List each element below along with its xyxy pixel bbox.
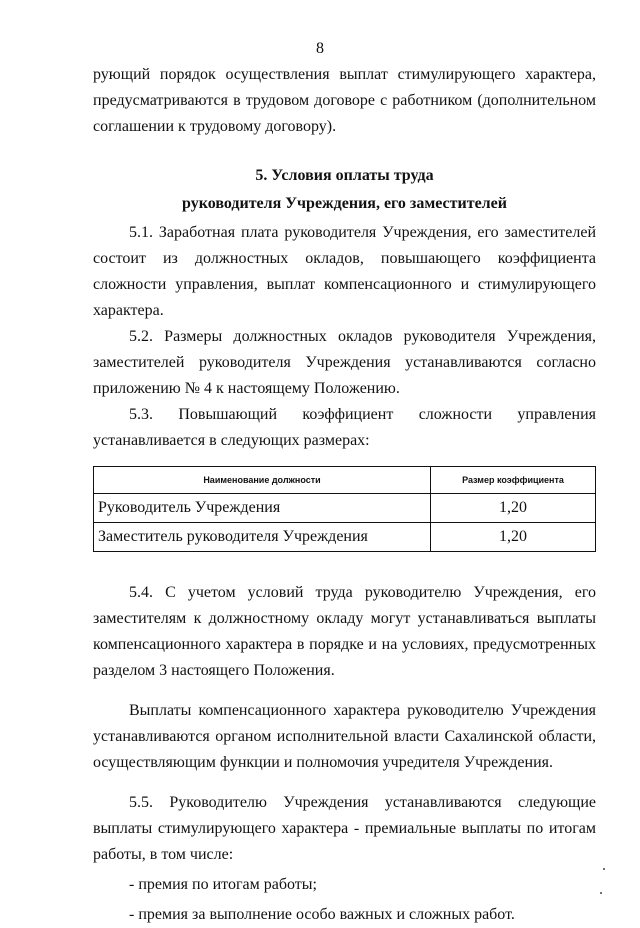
- table-cell-position: Руководитель Учреждения: [94, 494, 431, 523]
- section-heading: [93, 162, 596, 218]
- table-cell-coefficient: 1,20: [431, 523, 596, 552]
- section-title-line-1: 5. Условия оплаты труда: [255, 167, 434, 184]
- table-header-row: [94, 467, 596, 494]
- document-body: [93, 62, 596, 928]
- section-title-line-2: руководителя Учреждения, его заместителей: [182, 195, 507, 212]
- scan-dot: [603, 868, 605, 870]
- paragraph-5-1: 5.1. Заработная плата руководителя Учреждения, его заместителей состоит из должностных окладов, повышающего коэффициента сложности управления, выплат компенсационного и стимулирующего характера.: [93, 224, 596, 319]
- list-item: - премия за выполнение особо важных и сложных работ.: [129, 906, 515, 923]
- table-cell-position: Заместитель руководителя Учреждения: [94, 523, 431, 552]
- paragraph-5-2: 5.2. Размеры должностных окладов руководителя Учреждения, заместителей руководителя Учреждения устанавливаются согласно приложению № 4 к настоящему Положению.: [93, 328, 596, 397]
- table-header-coefficient: Размер коэффициента: [431, 467, 596, 494]
- list-item: - премия по итогам работы;: [129, 876, 317, 893]
- intro-paragraph: рующий порядок осуществления выплат стимулирующего характера, предусматриваются в трудовом договоре с работником (дополнительном соглашении к трудовому договору).: [93, 66, 596, 135]
- scan-dot: [600, 892, 602, 894]
- paragraph-5-4: 5.4. С учетом условий труда руководителю Учреждения, его заместителям к должностному окладу могут устанавливаться выплаты компенсационного характера в порядке и на условиях, предусмотренных разделом 3 настоящего Положения.: [93, 584, 596, 679]
- paragraph-5-3: 5.3. Повышающий коэффициент сложности управления устанавливается в следующих размерах:: [93, 406, 596, 449]
- paragraph-5-5: 5.5. Руководителю Учреждения устанавливаются следующие выплаты стимулирующего характера - премиальные выплаты по итогам работы, в том числе:: [93, 794, 596, 863]
- table-header-position: Наименование должности: [94, 467, 431, 494]
- table-cell-coefficient: 1,20: [431, 494, 596, 523]
- coefficient-table: [93, 466, 596, 552]
- table-row: [94, 523, 596, 552]
- paragraph-compensation: Выплаты компенсационного характера руководителю Учреждения устанавливаются органом исполнительной власти Сахалинской области, осуществляющим функции и полномочия учредителя Учреждения.: [93, 702, 596, 771]
- table-row: [94, 494, 596, 523]
- page-number: 8: [316, 40, 324, 57]
